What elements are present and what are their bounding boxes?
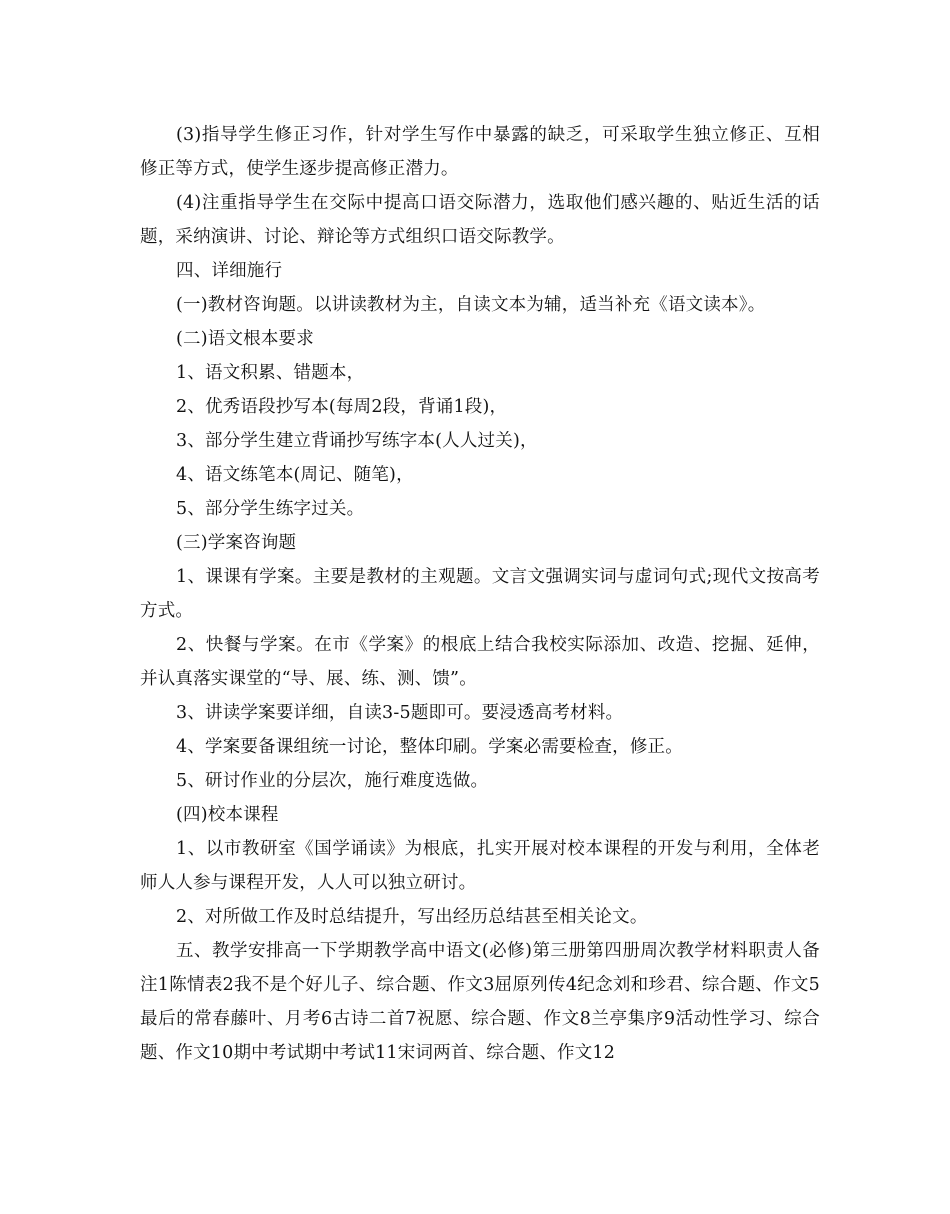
list-item: 3、部分学生建立背诵抄写练字本(人人过关)，	[176, 431, 538, 451]
list-item: 3、讲读学案要详细，自读3-5题即可。要浸透高考材料。	[176, 703, 624, 723]
section-heading: 四、详细施行	[176, 261, 283, 281]
section-paragraph: 五、教学安排高一下学期教学高中语文(必修)第三册第四册周次教学材料职责人备注1陈情表2我不是个好儿子、综合题、作文3屈原列传4纪念刘和珍君、综合题、作文5最后的常春藤叶、月考6古诗二首7祝愿、综合题、作文8兰亭集序9活动性学习、综合题、作文10期中考试期中考试11宋词两首、综合题、作文12	[140, 941, 820, 1063]
paragraph: (3)指导学生修正习作，针对学生写作中暴露的缺乏，可采取学生独立修正、互相修正等方式，使学生逐步提高修正潜力。	[140, 125, 820, 179]
list-item: 2、优秀语段抄写本(每周2段，背诵1段)，	[176, 397, 508, 417]
subsection-heading: (二)语文根本要求	[176, 329, 314, 349]
paragraph: (一)教材咨询题。以讲读教材为主，自读文本为辅，适当补充《语文读本》。	[176, 295, 766, 315]
list-item: 1、课课有学案。主要是教材的主观题。文言文强调实词与虚词句式;现代文按高考方式。	[140, 567, 820, 621]
list-item: 5、研讨作业的分层次，施行难度选做。	[176, 771, 489, 791]
list-item: 4、语文练笔本(周记、随笔)，	[176, 465, 414, 485]
list-item: 2、对所做工作及时总结提升，写出经历总结甚至相关论文。	[176, 907, 648, 927]
paragraph: (4)注重指导学生在交际中提高口语交际潜力，选取他们感兴趣的、贴近生活的话题，采纳演讲、讨论、辩论等方式组织口语交际教学。	[140, 193, 820, 247]
list-item: 1、语文积累、错题本，	[176, 363, 365, 383]
list-item: 1、以市教研室《国学诵读》为根底，扎实开展对校本课程的开发与利用，全体老师人人参与课程开发，人人可以独立研讨。	[140, 839, 820, 893]
list-item: 2、快餐与学案。在市《学案》的根底上结合我校实际添加、改造、挖掘、延伸，并认真落实课堂的“导、展、练、测、馈”。	[140, 635, 820, 689]
subsection-heading: (三)学案咨询题	[176, 533, 297, 553]
list-item: 4、学案要备课组统一讨论，整体印刷。学案必需要检查，修正。	[176, 737, 683, 757]
subsection-heading: (四)校本课程	[176, 805, 279, 825]
list-item: 5、部分学生练字过关。	[176, 499, 365, 519]
